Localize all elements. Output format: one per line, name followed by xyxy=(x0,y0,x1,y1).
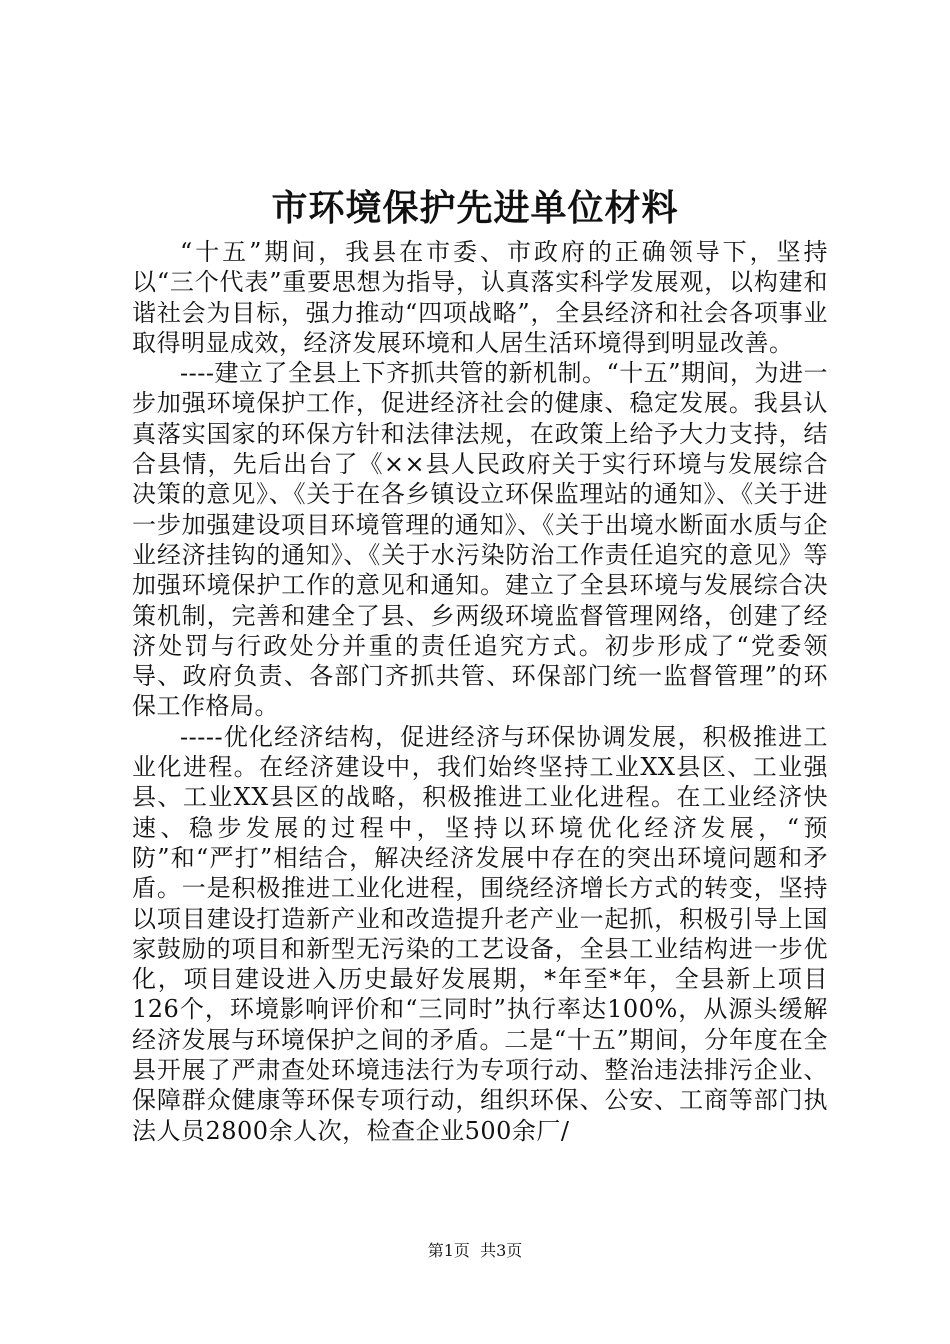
page-number-label: 第1页 共3页 xyxy=(427,1241,523,1260)
paragraph-mechanism: ----建立了全县上下齐抓共管的新机制。“十五”期间，为进一步加强环境保护工作，促进经济社会的健康、稳定发展。我县认真落实国家的环保方针和法律法规，在政策上给予大力支持，结合县情，先后出台了《××县人民政府关于实行环境与发展综合决策的意见》、《关于在各乡镇设立环保监理站的通知》、《关于进一步加强建设项目环境管理的通知》、《关于出境水断面水质与企业经济挂钩的通知》、《关于水污染防治工作责任追究的意见》等加强环境保护工作的意见和通知。建立了全县环境与发展综合决策机制，完善和建全了县、乡两级环境监督管理网络，创建了经济处罚与行政处分并重的责任追究方式。初步形成了“党委领导、政府负责、各部门齐抓共管、环保部门统一监督管理”的环保工作格局。 xyxy=(132,359,828,721)
page-footer xyxy=(0,1240,950,1262)
paragraph-economy: -----优化经济结构，促进经济与环保协调发展，积极推进工业化进程。在经济建设中，我们始终坚持工业XX县区、工业强县、工业XX县区的战略，积极推进工业化进程。在工业经济快速、稳步发展的过程中，坚持以环境优化经济发展，“预防”和“严打”相结合，解决经济发展中存在的突出环境问题和矛盾。一是积极推进工业化进程，围绕经济增长方式的转变，坚持以项目建设打造新产业和改造提升老产业一起抓，积极引导上国家鼓励的项目和新型无污染的工艺设备，全县工业结构进一步优化，项目建设进入历史最好发展期，*年至*年，全县新上项目126个，环境影响评价和“三同时”执行率达100%，从源头缓解经济发展与环境保护之间的矛盾。二是“十五”期间，分年度在全县开展了严肃查处环境违法行为专项行动、整治违法排污企业、保障群众健康等环保专项行动，组织环保、公安、工商等部门执法人员2800余人次，检查企业500余厂/ xyxy=(132,722,828,1145)
document-body xyxy=(132,237,828,1146)
document-title: 市环境保护先进单位材料 xyxy=(271,187,679,229)
paragraph-intro: “十五”期间，我县在市委、市政府的正确领导下，坚持以“三个代表”重要思想为指导，认真落实科学发展观，以构建和谐社会为目标，强力推动“四项战略”，全县经济和社会各项事业取得明显成效，经济发展环境和人居生活环境得到明显改善。 xyxy=(132,238,828,357)
